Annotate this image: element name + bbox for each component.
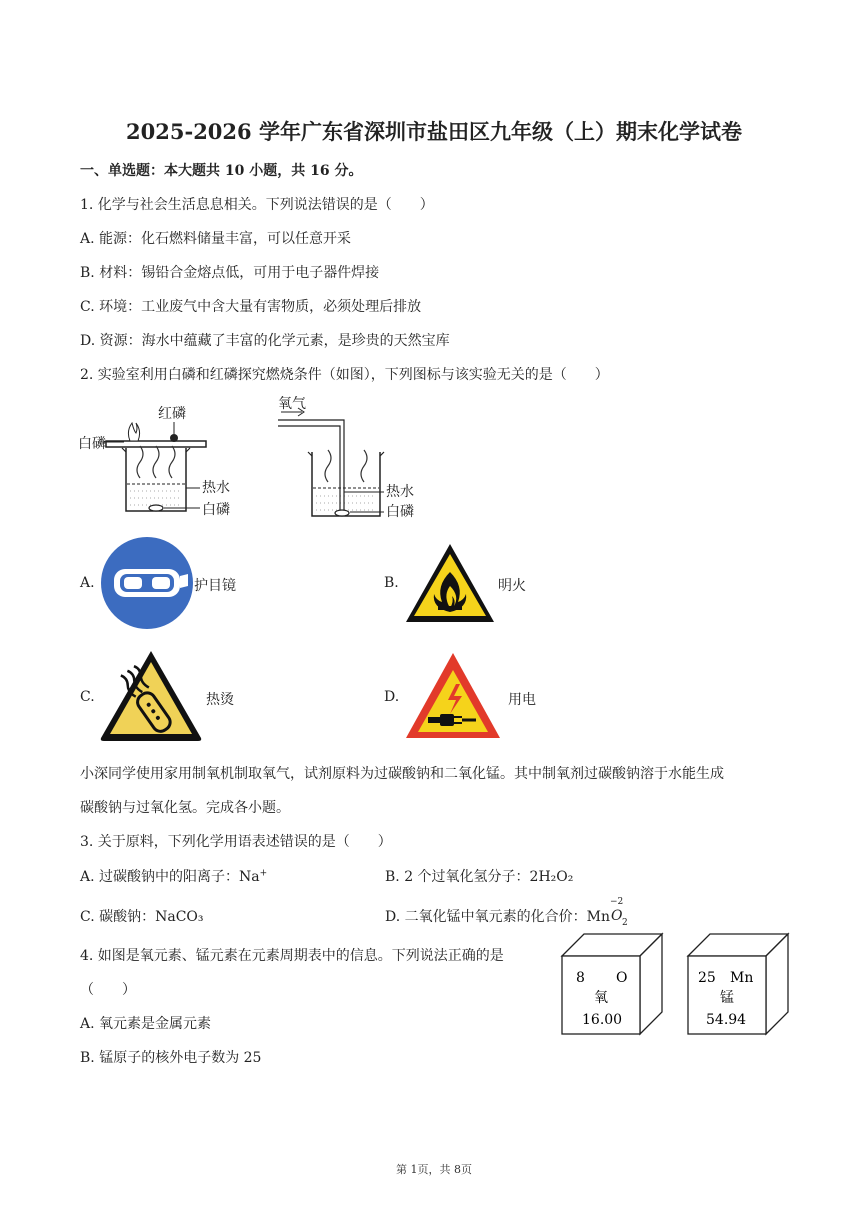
q2-stem: 2. 实验室利用白磷和红磷探究燃烧条件（如图），下列图标与该实验无关的是（ ） — [80, 367, 609, 383]
q1-stem: 1. 化学与社会生活息息相关。下列说法错误的是（ ） — [80, 197, 434, 213]
q4-paren: （ ） — [80, 982, 136, 998]
goggles-icon — [100, 536, 194, 630]
passage-line-1: 小深同学使用家用制氧机制取氧气，试剂原料为过碳酸钠和二氧化锰。其中制氧剂过碳酸钠溶于水能生成 — [80, 766, 724, 782]
page-footer: 第 1页，共 8页 — [396, 1163, 472, 1176]
q3-option-d-mn: Mn — [586, 909, 610, 925]
q3-option-b-formula: 2H₂O₂ — [529, 869, 574, 885]
left-beaker-setup — [98, 422, 206, 511]
q3-option-a-formula: Na — [239, 869, 260, 885]
q2-option-a-letter: A. — [80, 575, 95, 591]
q1-option-c: C. 环境：工业废气中含大量有害物质，必须处理后排放 — [80, 299, 422, 315]
q2-option-d-caption: 用电 — [508, 692, 536, 708]
label-white-phosphorus-right: 白磷 — [386, 504, 414, 520]
q3-option-c-text: C. 碳酸钠： — [80, 909, 156, 925]
q3-option-b-text: B. 2 个过氧化氢分子： — [385, 869, 530, 885]
manganese-symbol: Mn — [730, 970, 754, 986]
oxygen-element-cube — [560, 932, 664, 1036]
q3-option-a — [80, 866, 267, 886]
q3-option-d-text: D. 二氧化锰中氧元素的化合价： — [385, 909, 587, 925]
q2-option-a-caption: 护目镜 — [194, 578, 236, 594]
label-red-phosphorus: 红磷 — [158, 406, 186, 422]
q2-option-b-caption: 明火 — [498, 578, 526, 594]
q3-option-a-charge: + — [259, 868, 268, 879]
electricity-icon — [404, 650, 502, 742]
oxygen-atomic-number: 8 — [576, 970, 585, 986]
q1-option-d: D. 资源：海水中蕴藏了丰富的化学元素，是珍贵的天然宝库 — [80, 333, 450, 349]
q3-option-d-valence: −2 — [610, 897, 624, 907]
q2-option-c-caption: 热烫 — [206, 692, 234, 708]
label-hot-water-left: 热水 — [202, 480, 230, 496]
q1-option-a: A. 能源：化石燃料储量丰富，可以任意开采 — [80, 231, 352, 247]
q2-option-b-letter: B. — [384, 575, 399, 591]
page-title: 2025-2026 学年广东省深圳市盐田区九年级（上）期末化学试卷 — [126, 119, 742, 144]
q2-option-c-letter: C. — [80, 689, 95, 705]
label-white-phosphorus-left: 白磷 — [202, 502, 230, 518]
label-white-phosphorus-top: 白磷 — [78, 436, 106, 452]
oxygen-symbol: O — [616, 970, 628, 986]
manganese-atomic-number: 25 — [698, 970, 716, 986]
right-beaker-setup — [278, 408, 384, 516]
q3-option-d-oxygen — [610, 897, 624, 924]
label-oxygen: 氧气 — [278, 396, 306, 412]
q4-stem: 4. 如图是氧元素、锰元素在元素周期表中的信息。下列说法正确的是 — [80, 948, 504, 964]
q4-option-b: B. 锰原子的核外电子数为 25 — [80, 1050, 262, 1066]
section-heading: 一、单选题：本大题共 10 小题，共 16 分。 — [80, 163, 363, 179]
q3-option-a-text: A. 过碳酸钠中的阳离子： — [80, 869, 240, 885]
q4-option-a: A. 氧元素是金属元素 — [80, 1016, 212, 1032]
manganese-name: 锰 — [720, 990, 734, 1006]
q3-option-d-o: O — [611, 908, 623, 924]
q3-option-c — [80, 906, 204, 926]
q2-option-d-letter: D. — [384, 689, 400, 705]
manganese-element-cube — [686, 932, 790, 1036]
q1-option-b: B. 材料：锡铅合金熔点低，可用于电子器件焊接 — [80, 265, 380, 281]
oxygen-name: 氧 — [594, 990, 608, 1006]
open-flame-icon — [404, 542, 496, 624]
manganese-atomic-mass: 54.94 — [706, 1012, 747, 1028]
q3-option-d-sub: 2 — [622, 917, 628, 928]
experiment-figure — [78, 396, 438, 526]
q3-option-c-formula: NaCO₃ — [155, 909, 204, 925]
passage-line-2: 碳酸钠与过氧化氢。完成各小题。 — [80, 800, 290, 816]
q3-stem: 3. 关于原料，下列化学用语表述错误的是（ ） — [80, 834, 392, 850]
label-hot-water-right: 热水 — [386, 484, 414, 500]
q3-option-d — [385, 897, 628, 928]
q3-option-b — [385, 866, 573, 886]
oxygen-atomic-mass: 16.00 — [582, 1012, 623, 1028]
hot-surface-icon — [98, 648, 204, 744]
